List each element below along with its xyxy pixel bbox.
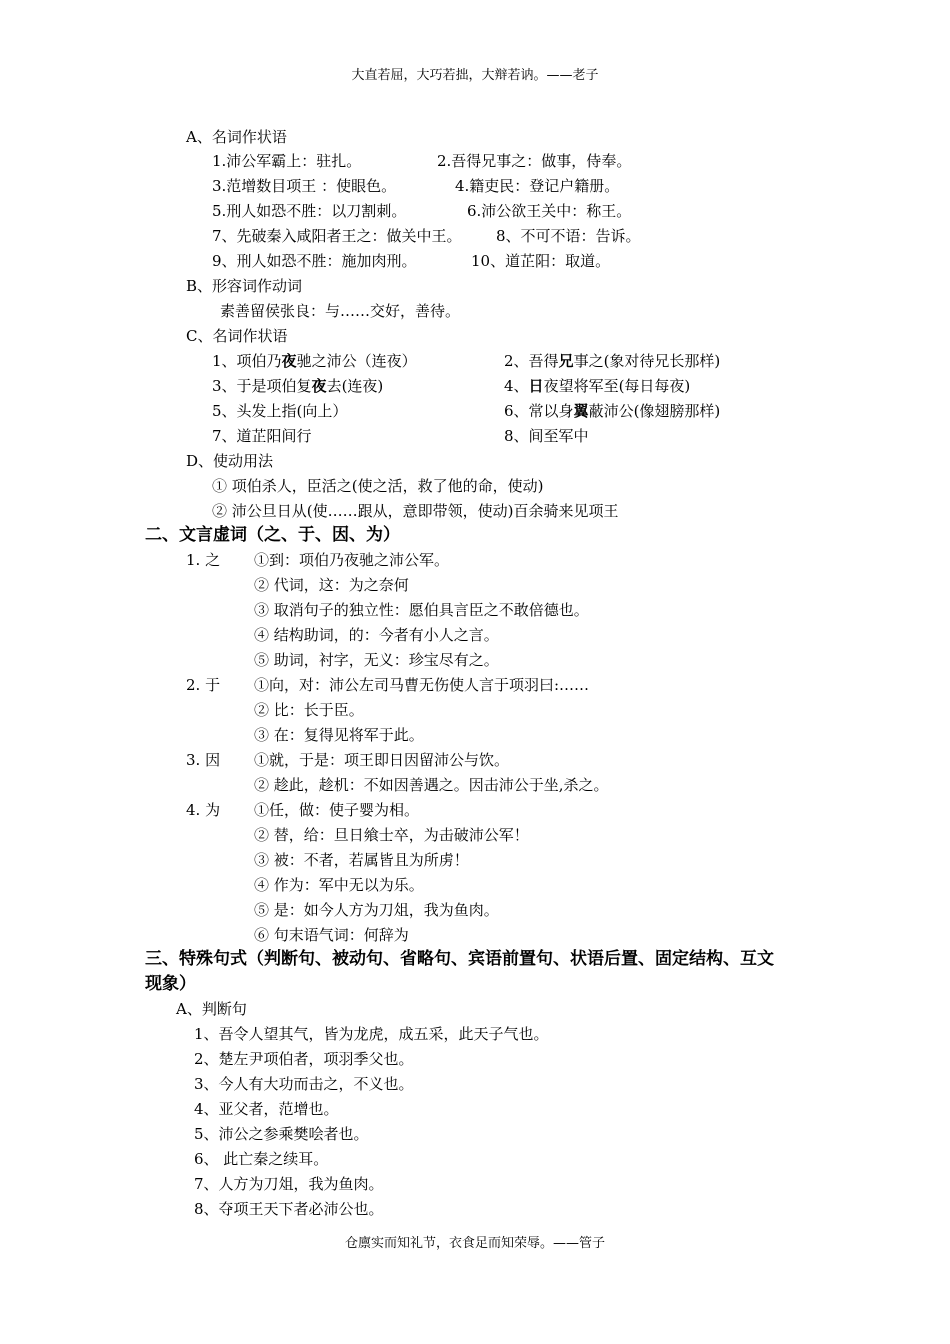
usage-line: ⑤ 是：如今人方为刀俎，我为鱼肉。 — [254, 901, 499, 919]
section-a-item: 1.沛公军霸上：驻扎。 — [212, 152, 362, 170]
section-c-item: 6、常以身翼蔽沛公(像翅膀那样) — [504, 402, 721, 420]
judgment-sentence: 4、亚父者，范增也。 — [194, 1100, 339, 1118]
section-d-item: ② 沛公旦日从(使……跟从，意即带领，使动)百余骑来见项王 — [212, 502, 619, 520]
section-c-item: 5、头发上指(向上） — [212, 402, 348, 420]
usage-line: ② 趁此，趁机：不如因善遇之。因击沛公于坐,杀之。 — [254, 776, 609, 794]
usage-line: ①就，于是：项王即日因留沛公与饮。 — [254, 751, 510, 769]
usage-line: ② 比：长于臣。 — [254, 701, 364, 719]
function-word: 1. 之 — [186, 551, 221, 569]
judgment-sentence: 2、楚左尹项伯者，项羽季父也。 — [194, 1050, 414, 1068]
function-word: 2. 于 — [186, 676, 221, 694]
bold-word: 夜 — [281, 352, 297, 370]
header-quote: 大直若屈，大巧若拙，大辩若讷。——老子 — [351, 68, 599, 83]
section-3-subtitle: A、判断句 — [176, 1000, 247, 1018]
section-a-item: 7、先破秦入咸阳者王之：做关中王。 — [212, 227, 462, 245]
judgment-sentence: 1、吾令人望其气，皆为龙虎，成五采，此天子气也。 — [194, 1025, 549, 1043]
section-3-heading-cont: 现象） — [145, 974, 196, 994]
section-a-item: 10、道芷阳：取道。 — [471, 252, 611, 270]
section-b-title: B、形容词作动词 — [186, 277, 303, 295]
section-a-item: 9、刑人如恐不胜：施加肉刑。 — [212, 252, 417, 270]
bold-word: 兄 — [558, 352, 574, 370]
section-a-item: 5.刑人如恐不胜：以刀割刺。 — [212, 202, 407, 220]
footer-quote: 仓廪实而知礼节，衣食足而知荣辱。——管子 — [344, 1236, 605, 1251]
usage-line: ④ 结构助词，的：今者有小人之言。 — [254, 626, 499, 644]
usage-line: ①任，做：使子婴为相。 — [254, 801, 420, 819]
usage-line: ⑤ 助词，衬字，无义：珍宝尽有之。 — [254, 651, 499, 669]
section-c-title: C、名词作状语 — [186, 327, 288, 345]
section-a-title: A、名词作状语 — [186, 128, 287, 146]
bold-word: 翼 — [573, 402, 589, 420]
section-d-title: D、使动用法 — [186, 452, 274, 470]
section-d-item: ① 项伯杀人，臣活之(使之活，救了他的命，使动) — [212, 477, 544, 495]
section-a-item: 2.吾得兄事之：做事，侍奉。 — [437, 152, 632, 170]
usage-line: ③ 在：复得见将军于此。 — [254, 726, 424, 744]
judgment-sentence: 6、 此亡秦之续耳。 — [194, 1150, 329, 1168]
usage-line: ③ 被：不者，若属皆且为所虏！ — [254, 851, 469, 869]
judgment-sentence: 8、夺项王天下者必沛公也。 — [194, 1200, 384, 1218]
usage-line: ③ 取消句子的独立性：愿伯具言臣之不敢倍德也。 — [254, 601, 589, 619]
judgment-sentence: 3、今人有大功而击之，不义也。 — [194, 1075, 414, 1093]
usage-line: ② 替，给：旦日飨士卒，为击破沛公军！ — [254, 826, 529, 844]
function-word: 4. 为 — [186, 801, 221, 819]
section-c-item: 7、道芷阳间行 — [212, 427, 312, 445]
section-c-item: 8、间至军中 — [504, 427, 589, 445]
section-2-heading: 二、文言虚词（之、于、因、为） — [145, 525, 400, 545]
function-word: 3. 因 — [186, 751, 221, 769]
usage-line: ①向，对：沛公左司马曹无伤使人言于项羽曰:…… — [254, 676, 590, 694]
bold-word: 夜 — [311, 377, 327, 395]
section-a-item: 4.籍吏民：登记户籍册。 — [455, 177, 620, 195]
section-c-item: 4、日夜望将军至(每日每夜) — [504, 377, 691, 395]
section-c-item: 3、于是项伯复夜去(连夜) — [212, 377, 384, 395]
section-c-item: 1、项伯乃夜驰之沛公（连夜） — [212, 352, 417, 370]
section-b-item: 素善留侯张良：与……交好，善待。 — [220, 302, 461, 320]
section-a-item: 8、不可不语：告诉。 — [496, 227, 641, 245]
usage-line: ①到：项伯乃夜驰之沛公军。 — [254, 551, 450, 569]
judgment-sentence: 5、沛公之参乘樊哙者也。 — [194, 1125, 369, 1143]
usage-line: ② 代词，这：为之奈何 — [254, 576, 409, 594]
judgment-sentence: 7、人方为刀俎，我为鱼肉。 — [194, 1175, 384, 1193]
section-a-item: 6.沛公欲王关中：称王。 — [467, 202, 632, 220]
bold-word: 日 — [528, 377, 544, 395]
section-3-heading: 三、特殊句式（判断句、被动句、省略句、宾语前置句、状语后置、固定结构、互文 — [145, 949, 774, 969]
usage-line: ⑥ 句末语气词：何辞为 — [254, 926, 409, 944]
section-c-item: 2、吾得兄事之(象对待兄长那样) — [504, 352, 721, 370]
section-a-item: 3.范增数目项王 ：使眼色。 — [212, 177, 397, 195]
usage-line: ④ 作为：军中无以为乐。 — [254, 876, 424, 894]
